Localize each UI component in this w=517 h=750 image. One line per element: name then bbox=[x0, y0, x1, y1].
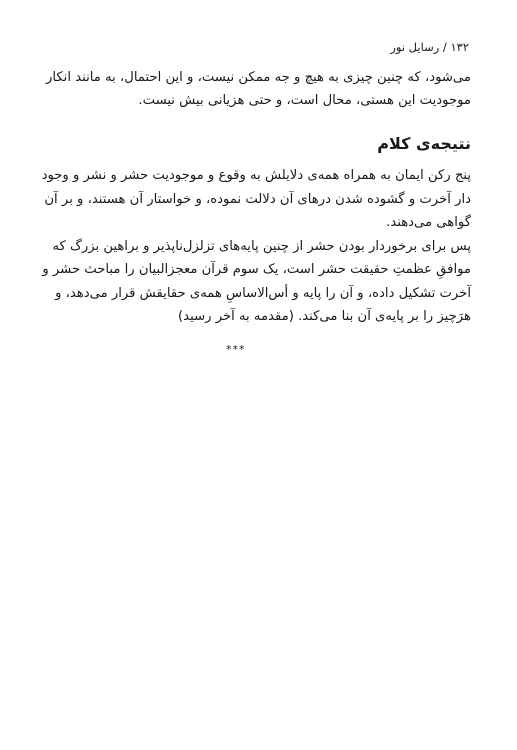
text-line: پنج رکن ایمان به همراه همه‌ی دلایلش به وقوع و موجودیت حشر و نشر و وجود bbox=[41, 168, 471, 183]
text-line: پس برای برخوردار بودن حشر از چنین پایه‌های تزلزل‌ناپذیر و براهین بزرگ که bbox=[52, 238, 471, 254]
text-line: می‌شود، که چنین چیزی به هیچ و جه ممکن نیست، و این احتمال، به مانند انکار bbox=[46, 70, 471, 85]
section-body bbox=[41, 164, 471, 329]
section-separator: *** bbox=[226, 343, 246, 356]
text-line: هرَچیز را بر پایه‌ی آن بنا می‌کند. (مقدمه به آخر رسید) bbox=[178, 309, 471, 324]
section-heading: نتیجه‌ی کلام bbox=[377, 134, 471, 153]
text-line: موافقِ عظمتِ حقیقت حشر است، یک سوم قرآن معجزالبیان را مباحث حشر و bbox=[42, 262, 471, 277]
text-line: موجودیت این هستی، محال است، و حتی هزیانی بیش نیست. bbox=[138, 93, 471, 108]
text-line: آخرت تشکیل داده، و آن را پایه و أس‌الاساسِ همه‌ی حقایقش قرار می‌دهد، و bbox=[55, 285, 471, 301]
intro-paragraph bbox=[46, 66, 471, 112]
text-line: گواهی می‌دهند. bbox=[386, 215, 471, 230]
running-head: ۱۳۲ / رسایل نور bbox=[390, 40, 469, 54]
text-line: دار آخرت و گشوده شدن درهای آن دلالت نموده، و خواستار آن هستند، و بر آن bbox=[44, 191, 471, 207]
